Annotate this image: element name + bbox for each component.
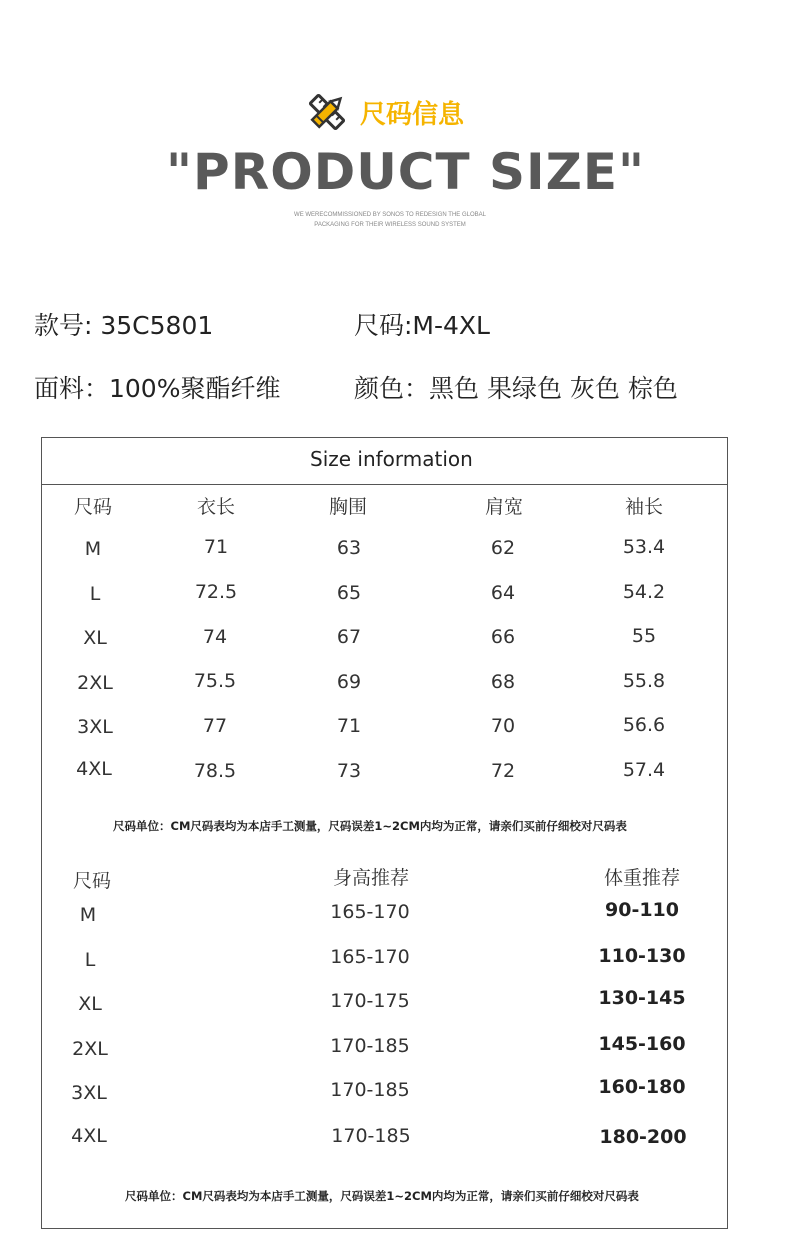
sleeve-cell: 57.4 [622,759,666,781]
rec-size-cell: 2XL [72,1038,108,1060]
sleeve-cell: 55.8 [622,670,666,692]
size-header: 尺码 [73,496,112,518]
rec-size-cell: XL [78,993,102,1015]
height-cell: 170-175 [330,990,410,1012]
rec-size-cell: 3XL [71,1082,107,1104]
height-cell: 170-185 [331,1125,411,1147]
chest-cell: 71 [336,715,362,737]
weight-cell: 180-200 [599,1126,687,1148]
chest-cell: 69 [336,671,362,693]
sleeve-cell: 55 [631,625,657,647]
sleeve-cell: 56.6 [622,714,666,736]
rec-size-cell: M [79,904,97,926]
height-cell: 170-185 [330,1035,410,1057]
size-cell: 2XL [77,672,113,694]
shoulder-cell: 62 [490,537,516,559]
length-cell: 74 [202,626,228,648]
size-range: 尺码:M-4XL [354,311,490,340]
tagline-line-1: WE WERECOMMISSIONED BY SONOS TO REDESIGN THE GLOBAL [294,212,486,218]
length-header: 衣长 [196,496,235,518]
rec-size-cell: L [84,949,96,971]
section-title-cn: 尺码信息 [360,100,465,130]
recommend-note: 尺码单位：CM尺码表均为本店手工测量，尺码误差1~2CM内均为正常，请亲们买前仔细校对尺码表 [125,1189,639,1203]
shoulder-cell: 72 [490,760,516,782]
colors: 颜色：黑色 果绿色 灰色 棕色 [354,374,678,403]
size-note: 尺码单位：CM尺码表均为本店手工测量，尺码误差1~2CM内均为正常，请亲们买前仔细校对尺码表 [113,819,627,833]
weight-header: 体重推荐 [603,867,680,889]
ruler-pencil-icon [303,88,351,136]
chest-cell: 73 [336,760,362,782]
chest-header: 胸围 [328,496,367,518]
chest-cell: 65 [336,582,362,604]
sleeve-cell: 54.2 [622,581,666,603]
shoulder-cell: 66 [490,626,516,648]
shoulder-cell: 64 [490,582,516,604]
size-cell: XL [83,627,107,649]
weight-cell: 160-180 [598,1076,686,1098]
size-cell: M [84,538,102,560]
weight-cell: 90-110 [605,899,679,921]
size-table-title: Size information [310,447,473,471]
size-cell: 4XL [76,758,112,780]
style-number: 款号: 35C5801 [34,311,214,340]
size-cell: 3XL [77,716,113,738]
divider [41,484,728,485]
length-cell: 72.5 [194,581,238,603]
weight-cell: 145-160 [598,1033,686,1055]
length-cell: 77 [202,715,228,737]
weight-cell: 130-145 [598,987,686,1009]
sleeve-cell: 53.4 [622,536,666,558]
sleeve-header: 袖长 [624,496,663,518]
chest-cell: 67 [336,626,362,648]
page-title: "PRODUCT SIZE" [166,143,646,201]
shoulder-cell: 68 [490,671,516,693]
shoulder-cell: 70 [490,715,516,737]
length-cell: 71 [203,536,229,558]
rec-size-cell: 4XL [71,1125,107,1147]
length-cell: 75.5 [193,670,237,692]
chest-cell: 63 [336,537,362,559]
shoulder-header: 肩宽 [484,496,523,518]
weight-cell: 110-130 [598,945,686,967]
length-cell: 78.5 [193,760,237,782]
height-cell: 165-170 [330,901,410,923]
size-cell: L [89,583,101,605]
tagline [190,210,590,230]
tagline-line-2: PACKAGING FOR THEIR WIRELESS SOUND SYSTEM [314,222,466,228]
rec-size-header: 尺码 [72,870,111,892]
fabric: 面料：100%聚酯纤维 [34,374,281,403]
height-cell: 170-185 [330,1079,410,1101]
height-cell: 165-170 [330,946,410,968]
height-header: 身高推荐 [332,867,409,889]
